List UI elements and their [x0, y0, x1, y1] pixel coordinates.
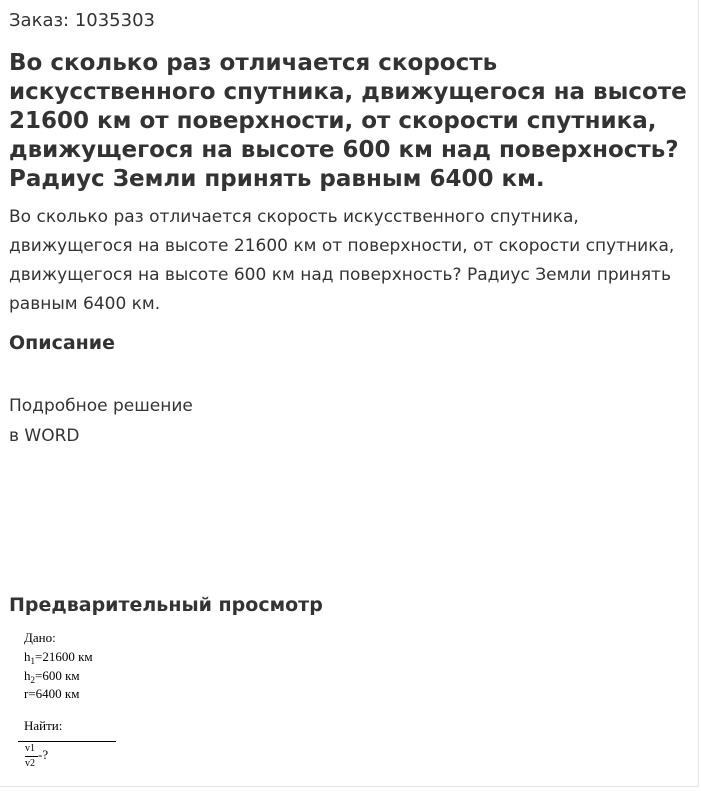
preview-h1-sub: 1 — [30, 656, 35, 666]
preview-h1-var: h — [24, 649, 31, 664]
preview-fraction-numerator: v1 — [25, 743, 35, 754]
preview-fraction-denominator: v2 — [25, 758, 35, 769]
description-line-format: в WORD — [9, 426, 80, 446]
preview-h2-value: =600 км — [35, 668, 80, 683]
preview-heading: Предварительный просмотр — [9, 594, 323, 616]
preview-divider — [18, 741, 116, 742]
preview-fraction — [25, 743, 55, 773]
preview-h2-sub: 2 — [30, 675, 35, 685]
description-heading: Описание — [9, 332, 116, 354]
preview-fraction-tail: -? — [38, 747, 49, 762]
task-description: Во сколько раз отличается скорость искусственного спутника, движущегося на высоте 21600 км от поверхности, от скорости спутника, движущегося на высоте 600 км над поверхность? Радиус Земли принять равным 6400 км. — [9, 207, 675, 314]
preview-h2-var: h — [24, 668, 31, 683]
preview-h1-value: =21600 км — [35, 649, 93, 664]
preview-image — [22, 630, 222, 780]
preview-given-h2 — [24, 668, 80, 685]
preview-given-h1 — [24, 649, 93, 666]
preview-given-r: r=6400 км — [24, 686, 80, 701]
description-line-solution: Подробное решение — [9, 396, 193, 416]
preview-given-label: Дано: — [24, 630, 56, 645]
task-title: Во сколько раз отличается скорость искусственного спутника, движущегося на высоте 21600 км от поверхности, от скорости спутника, движущегося на высоте 600 км над поверхность? Радиус Земли принять равным 6400 км. — [9, 50, 687, 192]
preview-fraction-bar — [25, 756, 38, 757]
preview-find-label: Найти: — [24, 718, 63, 733]
order-number: Заказ: 1035303 — [9, 10, 155, 31]
